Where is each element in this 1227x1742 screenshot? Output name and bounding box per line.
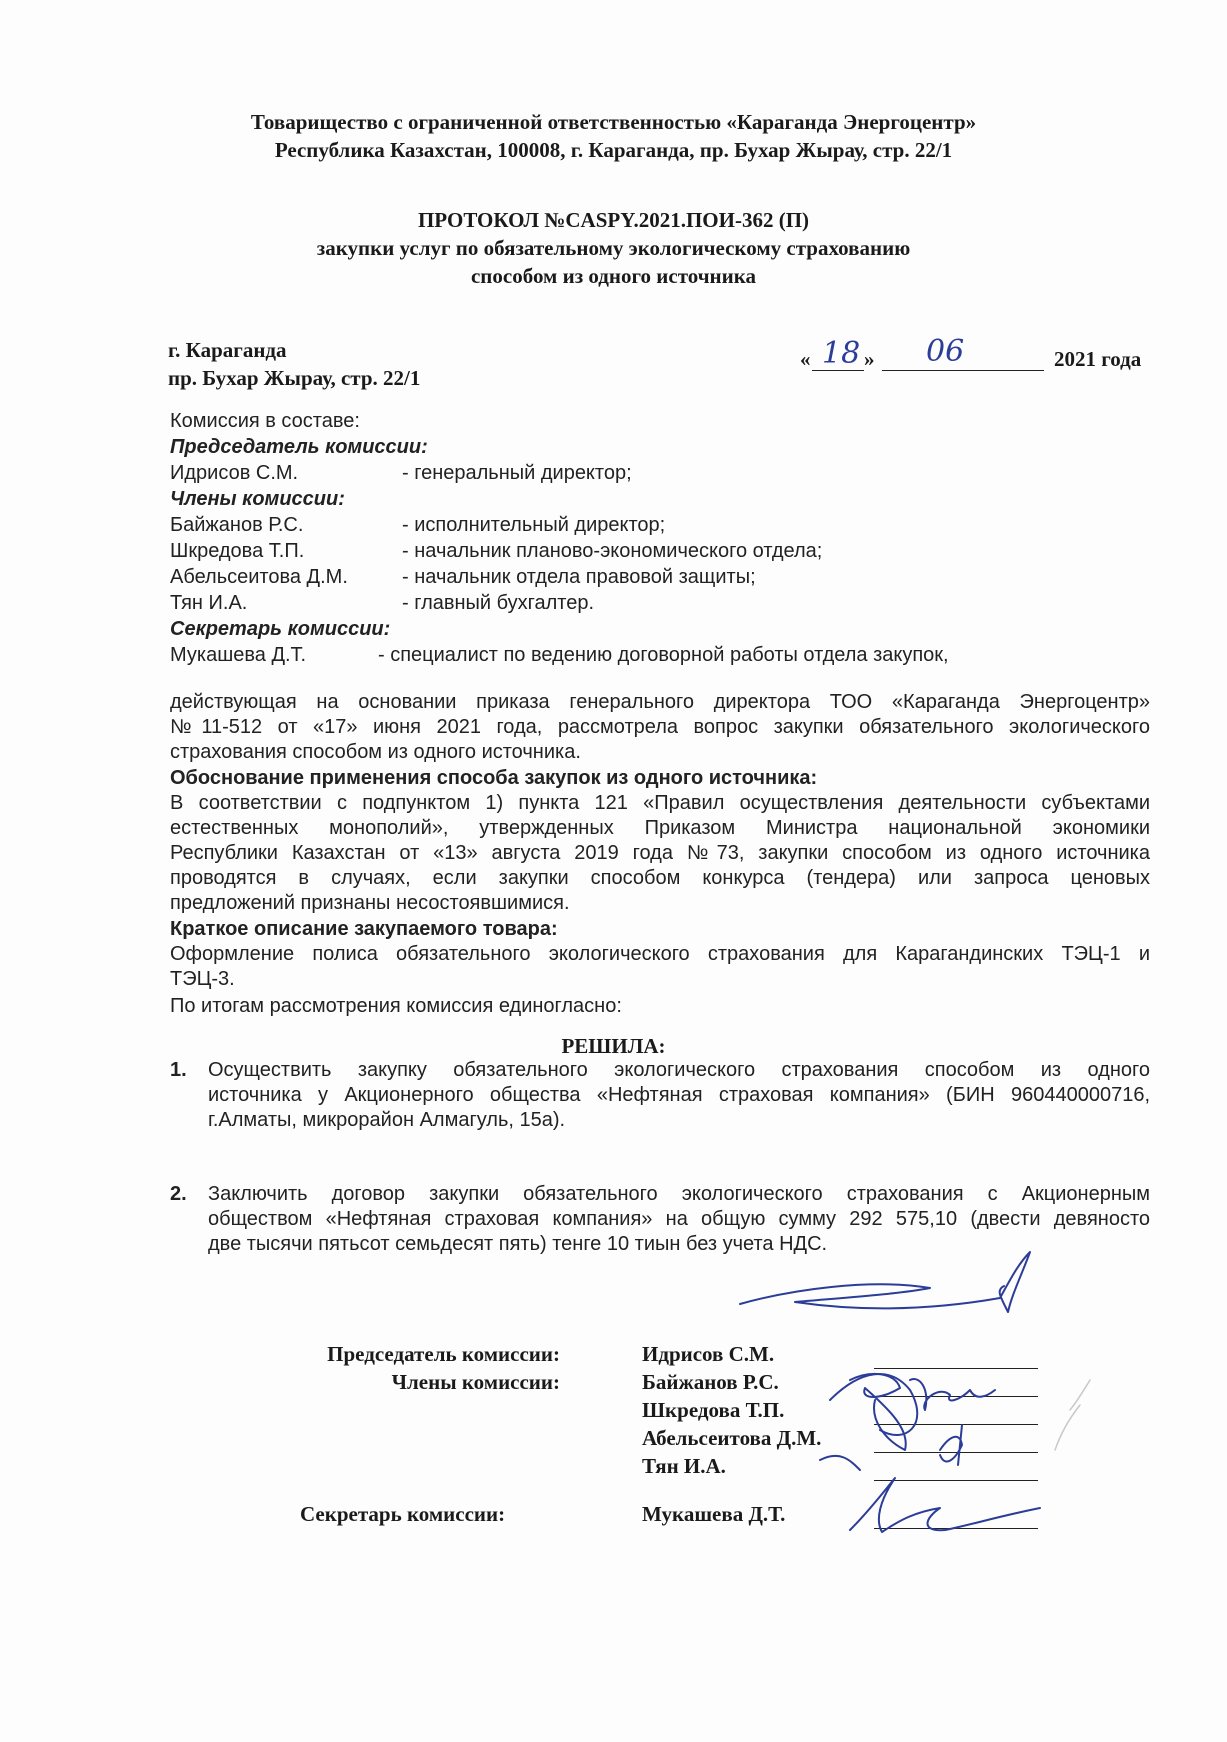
description-line: ТЭЦ-3. [170,968,235,990]
sign-secretary-name: Мукашева Д.Т. [642,1502,786,1526]
date-quote-close: » [864,347,875,371]
sign-secretary-label: Секретарь комиссии: [300,1502,506,1526]
justification-line: проводятся в случаях, если закупки способом конкурса (тендера) или запроса ценовых [170,867,1150,889]
member-signature-path [820,1456,860,1470]
decision-item-line: источника у Акционерного общества «Нефтяная страховая компания» (БИН 960440000716, [208,1084,1150,1106]
decision-item-line: Заключить договор закупки обязательного экологического страхования с Акционерным [208,1183,1150,1205]
sign-name: Шкредова Т.П. [642,1398,785,1422]
justification-line: естественных монополий», утвержденных Приказом Министра национальной экономики [170,817,1150,839]
handwritten-signatures [700,1250,1120,1550]
decision-item-number: 2. [170,1183,187,1205]
justification-heading: Обоснование применения способа закупок из одного источника: [170,767,818,789]
member-role: - начальник планово-экономического отдела; [402,540,823,562]
secretary-role: - специалист по ведению договорной работы отдела закупок, [378,644,949,666]
chair-name: Идрисов С.М. [170,462,299,484]
date-quote-open: « [800,347,811,371]
sign-members-label: Члены комиссии: [391,1370,560,1394]
member-role: - главный бухгалтер. [402,592,595,614]
chair-heading: Председатель комиссии: [170,436,428,458]
decision-item-number: 1. [170,1059,187,1081]
sign-name: Абельсеитова Д.М. [642,1426,822,1450]
basis-line: действующая на основании приказа генерального директора ТОО «Караганда Энергоцентр» [170,691,1150,713]
justification-line: Республики Казахстан от «13» августа 2019 года №73, закупки способом из одного источника [170,842,1150,864]
decision-item-line: г.Алматы, микрорайон Алмагуль, 15а). [208,1109,566,1131]
member-name: Тян И.А. [170,592,248,614]
date-month-line [882,370,1044,371]
description-line: Оформление полиса обязательного экологического страхования для Карагандинских ТЭЦ-1 и [170,943,1150,965]
org-name-line: Товарищество с ограниченной ответственностью «Караганда Энергоцентр» [250,110,977,134]
member-name: Байжанов Р.С. [170,514,304,536]
date-day-line [812,370,864,371]
secretary-signature-path [850,1478,1040,1532]
basis-line: страхования способом из одного источника. [170,741,581,763]
decision-item-line: Осуществить закупку обязательного экологического страхования способом из одного [208,1059,1150,1081]
decision-item-line: обществом «Нефтяная страховая компания» на общую сумму 292 575,10 (двести девяносто [208,1208,1150,1230]
member-signature-path [850,1374,906,1450]
commission-intro: Комиссия в составе: [170,410,360,432]
sign-name: Идрисов С.М. [642,1342,775,1366]
member-signature-path [940,1425,962,1465]
chair-signature-path [740,1252,1030,1312]
date-block [800,334,1155,380]
sign-name: Тян И.А. [642,1454,726,1478]
secretary-heading: Секретарь комиссии: [170,618,391,640]
faint-mark [1055,1380,1090,1450]
date-day-handwritten: 18 [822,336,861,371]
secretary-name: Мукашева Д.Т. [170,644,307,666]
member-role: - начальник отдела правовой защиты; [402,566,756,588]
member-name: Шкредова Т.П. [170,540,305,562]
sign-chair-label: Председатель комиссии: [327,1342,560,1366]
member-signature-path [910,1379,995,1410]
justification-line: предложений признаны несостоявшимися. [170,892,570,914]
protocol-subtitle-2: способом из одного источника [470,264,757,288]
city: г. Караганда [168,338,287,362]
protocol-title: ПРОТОКОЛ №CASPY.2021.ПОИ-362 (П) [417,208,810,232]
description-heading: Краткое описание закупаемого товара: [170,918,558,940]
basis-line: №11-512 от «17» июня 2021 года, рассмотрела вопрос закупки обязательного экологического [170,716,1150,738]
address: пр. Бухар Жырау, стр. 22/1 [168,366,421,390]
justification-line: В соответствии с подпунктом 1) пункта 121 «Правил осуществления деятельности субъектами [170,792,1150,814]
date-month-handwritten: 06 [926,334,965,369]
result-intro: По итогам рассмотрения комиссия единогласно: [170,995,622,1017]
sign-name: Байжанов Р.С. [642,1370,779,1394]
member-role: - исполнительный директор; [402,514,666,536]
member-name: Абельсеитова Д.М. [170,566,348,588]
chair-role: - генеральный директор; [402,462,632,484]
date-year: 2021 года [1054,347,1142,371]
members-heading: Члены комиссии: [170,488,345,510]
decision-heading: РЕШИЛА: [561,1034,666,1058]
decision-item-line: две тысячи пятьсот семьдесят пять) тенге 10 тиын без учета НДС. [208,1233,828,1255]
protocol-subtitle: закупки услуг по обязательному экологическому страхованию [316,236,911,260]
org-address-line: Республика Казахстан, 100008, г. Караганда, пр. Бухар Жырау, стр. 22/1 [274,138,953,162]
